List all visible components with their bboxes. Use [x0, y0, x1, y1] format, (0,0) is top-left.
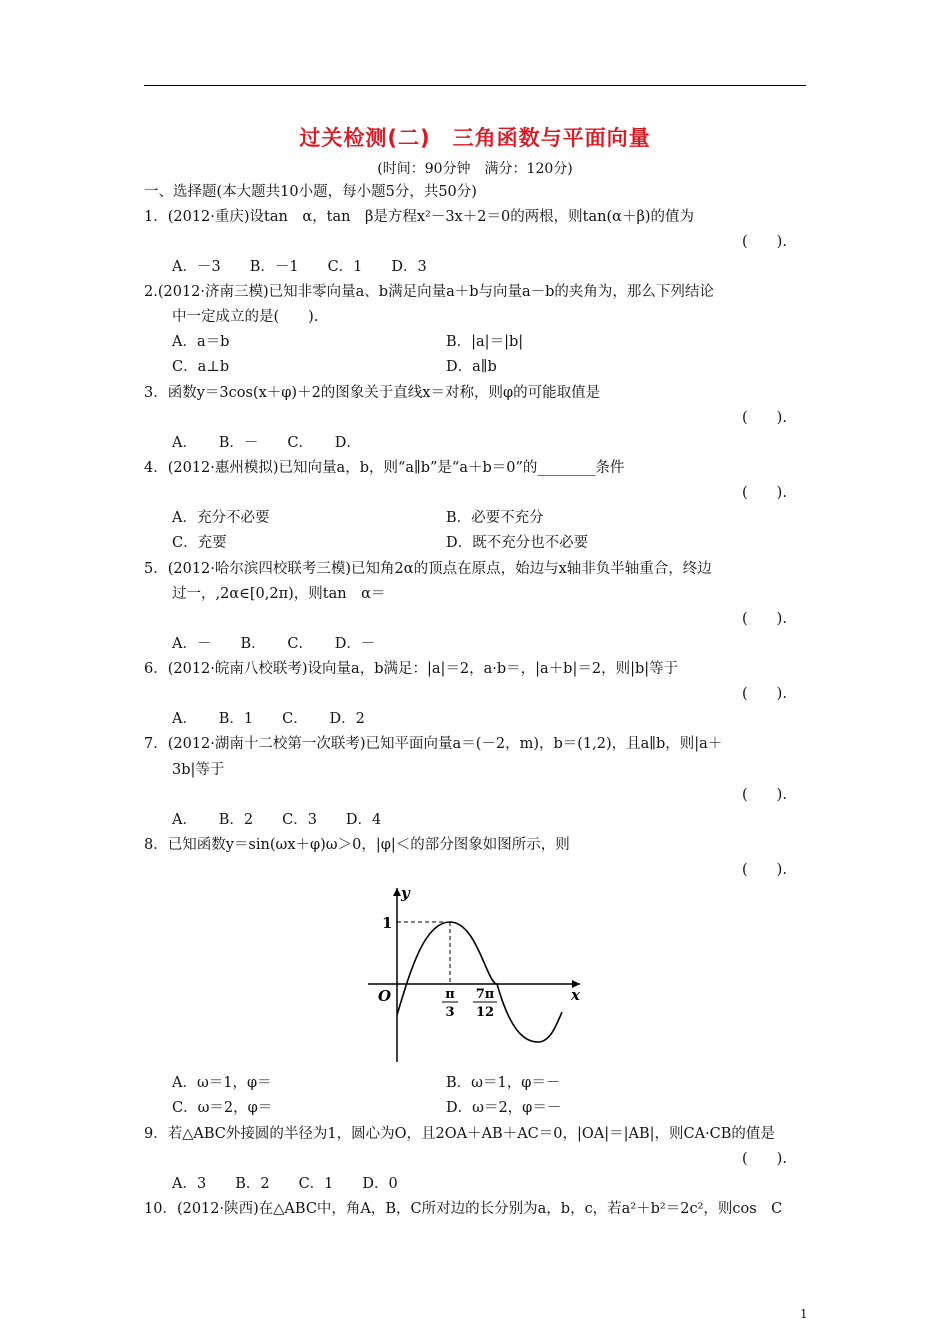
question-9-text: 9．若△ABC外接圆的半径为1，圆心为O，且2OA＋AB＋AC＝0，|OA|＝|AB|，则CA·CB的值是	[144, 1126, 775, 1142]
tick-2-numerator: 7π	[475, 987, 495, 1002]
sine-curve	[397, 922, 562, 1042]
answer-blank[interactable]: ( ).	[742, 485, 787, 501]
question-4-text: 4．(2012·惠州模拟)已知向量a，b，则“a∥b”是“a＋b＝0”的________条件	[144, 460, 625, 476]
question-9-options: A．3 B．2 C．1 D．0	[172, 1176, 398, 1192]
answer-blank[interactable]: ( ).	[742, 611, 787, 627]
question-4-option-a: A．充分不必要	[172, 510, 270, 526]
question-2-option-a: A．a＝b	[172, 334, 230, 350]
question-8-text: 8．已知函数y＝sin(ωx＋φ)ω＞0，|φ|＜的部分图象如图所示，则	[144, 837, 570, 853]
answer-blank[interactable]: ( ).	[742, 410, 787, 426]
question-8-option-c: C．ω＝2，φ＝	[172, 1100, 273, 1116]
question-4-option-d: D．既不充分也不必要	[446, 535, 589, 551]
question-6-options: A． B．1 C． D．2	[172, 711, 365, 727]
origin-label: O	[378, 987, 392, 1005]
question-8-option-a: A．ω＝1，φ＝	[172, 1075, 272, 1091]
question-5-text: 5．(2012·哈尔滨四校联考三模)已知角2α的顶点在原点，始边与x轴非负半轴重合，终边	[144, 561, 712, 577]
question-2-option-c: C．a⊥b	[172, 359, 230, 375]
question-5-text-cont: 过一，,2α∈[0,2π)，则tan α＝	[172, 586, 386, 602]
page-title: 过关检测(二) 三角函数与平面向量	[299, 126, 651, 150]
question-2-option-b: B．|a|＝|b|	[446, 334, 524, 350]
header-rule	[144, 85, 806, 86]
tick-1-numerator: π	[445, 987, 455, 1002]
question-2-text-cont: 中一定成立的是( ).	[172, 309, 319, 325]
page-number: 1	[800, 1307, 808, 1321]
question-8-option-d: D．ω＝2，φ＝－	[446, 1100, 562, 1116]
question-4-option-c: C．充要	[172, 535, 227, 551]
x-axis-label: x	[571, 986, 580, 1004]
answer-blank[interactable]: ( ).	[742, 686, 787, 702]
sine-graph	[360, 880, 590, 1065]
question-7-text-cont: 3b|等于	[172, 762, 225, 778]
answer-blank[interactable]: ( ).	[742, 234, 787, 250]
question-7-options: A． B．2 C．3 D．4	[172, 812, 382, 828]
max-value-label: 1	[382, 914, 393, 932]
question-7-text: 7．(2012·湖南十二校第一次联考)已知平面向量a＝(－2，m)，b＝(1,2)，且a∥b，则|a＋	[144, 736, 723, 752]
answer-blank[interactable]: ( ).	[742, 1151, 787, 1167]
question-2-text: 2.(2012·济南三模)已知非零向量a、b满足向量a＋b与向量a－b的夹角为，那么下列结论	[144, 284, 714, 300]
question-5-options: A．－ B． C． D．－	[172, 636, 376, 652]
question-1-text: 1．(2012·重庆)设tan α，tan β是方程x²－3x＋2＝0的两根，则tan(α＋β)的值为	[144, 209, 694, 225]
question-2-option-d: D．a∥b	[446, 359, 497, 375]
question-1-options: A．－3 B．－1 C．1 D．3	[172, 259, 427, 275]
answer-blank[interactable]: ( ).	[742, 787, 787, 803]
question-4-option-b: B．必要不充分	[446, 510, 544, 526]
y-axis-label: y	[401, 884, 410, 902]
question-3-text: 3．函数y＝3cos(x＋φ)＋2的图象关于直线x＝对称，则φ的可能取值是	[144, 385, 601, 401]
page-subtitle: (时间：90分钟 满分：120分)	[377, 161, 573, 177]
question-6-text: 6．(2012·皖南八校联考)设向量a，b满足：|a|＝2，a·b＝，|a＋b|＝2，则|b|等于	[144, 661, 679, 677]
answer-blank[interactable]: ( ).	[742, 862, 787, 878]
y-axis-arrow	[393, 888, 401, 896]
tick-1-denominator: 3	[445, 1005, 455, 1020]
tick-2-denominator: 12	[475, 1005, 495, 1020]
question-10-text: 10．(2012·陕西)在△ABC中，角A，B，C所对边的长分别为a，b，c，若a²＋b²＝2c²，则cos C	[144, 1201, 783, 1217]
section-heading: 一、选择题(本大题共10小题，每小题5分，共50分)	[144, 184, 477, 200]
question-8-option-b: B．ω＝1，φ＝－	[446, 1075, 561, 1091]
question-3-options: A． B．－ C． D．	[172, 435, 361, 451]
